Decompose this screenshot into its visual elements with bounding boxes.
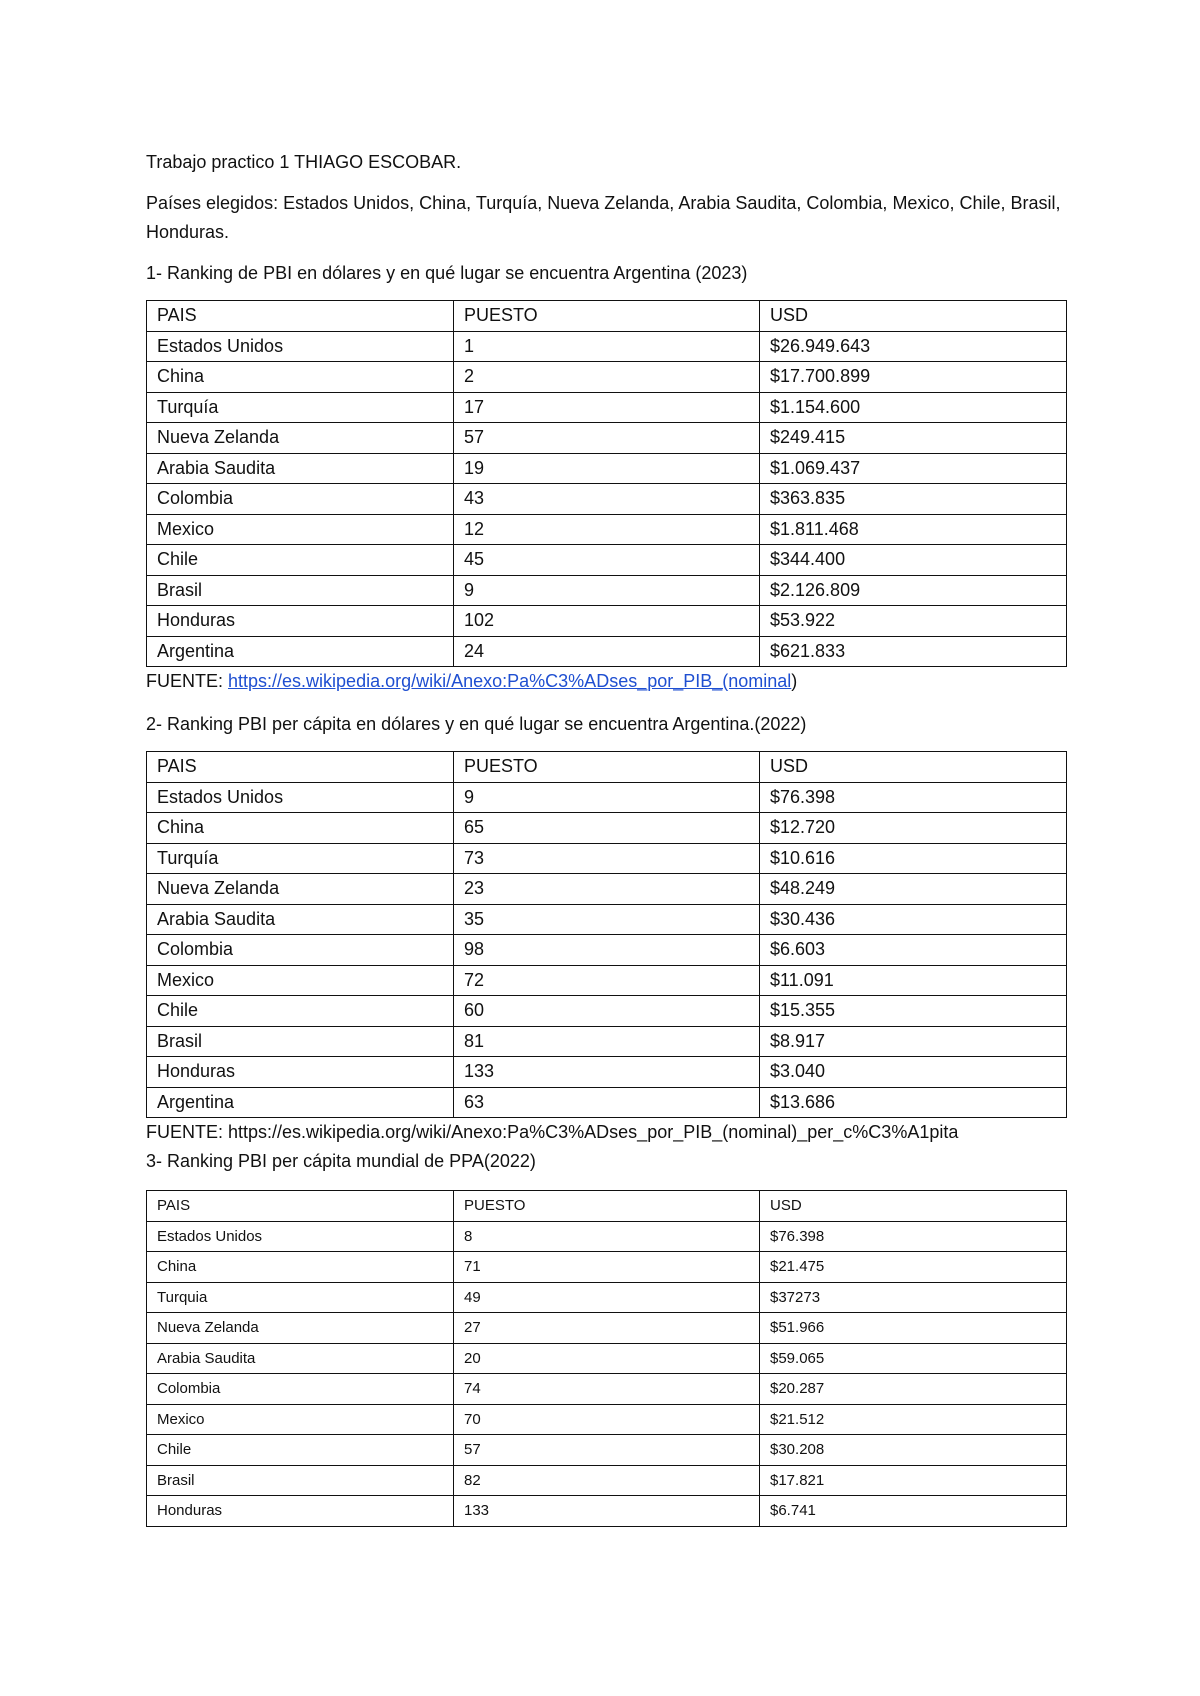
rank-cell: 71 — [454, 1252, 760, 1283]
rank-cell: 9 — [454, 575, 760, 606]
table-row — [147, 1026, 1067, 1057]
table-row — [147, 843, 1067, 874]
rank-cell: 70 — [454, 1404, 760, 1435]
source-link[interactable]: https://es.wikipedia.org/wiki/Anexo:Pa%C3%ADses_por_PIB_(nominal — [228, 671, 792, 691]
usd-cell: $59.065 — [760, 1343, 1067, 1374]
country-cell: Mexico — [147, 1404, 454, 1435]
table-row — [147, 484, 1067, 515]
table-row — [147, 1313, 1067, 1344]
usd-cell: $1.811.468 — [760, 514, 1067, 545]
table-row — [147, 1404, 1067, 1435]
table-row — [147, 935, 1067, 966]
country-cell: Honduras — [147, 606, 454, 637]
usd-cell: $17.821 — [760, 1465, 1067, 1496]
country-cell: Turquía — [147, 392, 454, 423]
column-header: PUESTO — [454, 301, 760, 332]
table-row — [147, 1221, 1067, 1252]
table-row — [147, 1252, 1067, 1283]
country-cell: Brasil — [147, 1026, 454, 1057]
rank-cell: 102 — [454, 606, 760, 637]
rank-cell: 133 — [454, 1496, 760, 1527]
table-row — [147, 1282, 1067, 1313]
document-page — [146, 148, 1066, 1527]
country-cell: Arabia Saudita — [147, 453, 454, 484]
usd-cell: $48.249 — [760, 874, 1067, 905]
table-row — [147, 904, 1067, 935]
country-cell: Colombia — [147, 1374, 454, 1405]
country-cell: Honduras — [147, 1057, 454, 1088]
rank-cell: 57 — [454, 1435, 760, 1466]
usd-cell: $13.686 — [760, 1087, 1067, 1118]
column-header: USD — [760, 301, 1067, 332]
table-row — [147, 514, 1067, 545]
usd-cell: $1.069.437 — [760, 453, 1067, 484]
table-row — [147, 1343, 1067, 1374]
table-row — [147, 782, 1067, 813]
section2-source: FUENTE: https://es.wikipedia.org/wiki/Anexo:Pa%C3%ADses_por_PIB_(nominal)_per_c%C3%A1pita — [146, 1122, 959, 1142]
table-row — [147, 1374, 1067, 1405]
rank-cell: 60 — [454, 996, 760, 1027]
table-row — [147, 996, 1067, 1027]
country-cell: Estados Unidos — [147, 331, 454, 362]
country-cell: Estados Unidos — [147, 1221, 454, 1252]
table-row — [147, 362, 1067, 393]
source-label: FUENTE: — [146, 671, 229, 691]
gdp-ranking-table — [146, 300, 1067, 667]
country-cell: Arabia Saudita — [147, 904, 454, 935]
rank-cell: 63 — [454, 1087, 760, 1118]
usd-cell: $621.833 — [760, 636, 1067, 667]
usd-cell: $344.400 — [760, 545, 1067, 576]
section3-heading: 3- Ranking PBI per cápita mundial de PPA(2022) — [146, 1151, 536, 1171]
rank-cell: 12 — [454, 514, 760, 545]
rank-cell: 82 — [454, 1465, 760, 1496]
country-cell: Turquia — [147, 1282, 454, 1313]
table-row — [147, 874, 1067, 905]
country-cell: Brasil — [147, 1465, 454, 1496]
rank-cell: 57 — [454, 423, 760, 454]
usd-cell: $8.917 — [760, 1026, 1067, 1057]
rank-cell: 74 — [454, 1374, 760, 1405]
usd-cell: $363.835 — [760, 484, 1067, 515]
country-cell: Nueva Zelanda — [147, 874, 454, 905]
usd-cell: $6.741 — [760, 1496, 1067, 1527]
column-header: PAIS — [147, 752, 454, 783]
table-row — [147, 636, 1067, 667]
usd-cell: $30.436 — [760, 904, 1067, 935]
rank-cell: 65 — [454, 813, 760, 844]
usd-cell: $3.040 — [760, 1057, 1067, 1088]
rank-cell: 73 — [454, 843, 760, 874]
country-cell: Mexico — [147, 514, 454, 545]
rank-cell: 49 — [454, 1282, 760, 1313]
usd-cell: $12.720 — [760, 813, 1067, 844]
section2-heading: 2- Ranking PBI per cápita en dólares y en qué lugar se encuentra Argentina.(2022) — [146, 714, 807, 734]
usd-cell: $53.922 — [760, 606, 1067, 637]
usd-cell: $15.355 — [760, 996, 1067, 1027]
table-row — [147, 1087, 1067, 1118]
column-header: USD — [760, 1191, 1067, 1222]
rank-cell: 35 — [454, 904, 760, 935]
rank-cell: 19 — [454, 453, 760, 484]
country-cell: Brasil — [147, 575, 454, 606]
rank-cell: 27 — [454, 1313, 760, 1344]
rank-cell: 20 — [454, 1343, 760, 1374]
usd-cell: $21.475 — [760, 1252, 1067, 1283]
usd-cell: $20.287 — [760, 1374, 1067, 1405]
country-cell: Estados Unidos — [147, 782, 454, 813]
country-cell: China — [147, 1252, 454, 1283]
country-cell: Colombia — [147, 484, 454, 515]
table-row — [147, 965, 1067, 996]
document-title: Trabajo practico 1 THIAGO ESCOBAR. — [146, 152, 462, 172]
usd-cell: $6.603 — [760, 935, 1067, 966]
section1-heading: 1- Ranking de PBI en dólares y en qué lugar se encuentra Argentina (2023) — [146, 263, 748, 283]
usd-cell: $37273 — [760, 1282, 1067, 1313]
column-header: USD — [760, 752, 1067, 783]
column-header: PUESTO — [454, 752, 760, 783]
source-suffix: ) — [791, 671, 798, 691]
rank-cell: 98 — [454, 935, 760, 966]
table-header-row — [147, 301, 1067, 332]
table-row — [147, 1496, 1067, 1527]
rank-cell: 45 — [454, 545, 760, 576]
rank-cell: 17 — [454, 392, 760, 423]
country-cell: Chile — [147, 996, 454, 1027]
table-row — [147, 423, 1067, 454]
rank-cell: 1 — [454, 331, 760, 362]
table-header-row — [147, 1191, 1067, 1222]
chosen-countries-paragraph: Países elegidos: Estados Unidos, China, Turquía, Nueva Zelanda, Arabia Saudita, Colombia, Mexico, Chile, Brasil, Honduras. — [146, 193, 1061, 242]
country-cell: Chile — [147, 1435, 454, 1466]
usd-cell: $11.091 — [760, 965, 1067, 996]
country-cell: Nueva Zelanda — [147, 1313, 454, 1344]
country-cell: China — [147, 362, 454, 393]
usd-cell: $1.154.600 — [760, 392, 1067, 423]
usd-cell: $249.415 — [760, 423, 1067, 454]
table-row — [147, 545, 1067, 576]
table-row — [147, 453, 1067, 484]
country-cell: Argentina — [147, 636, 454, 667]
rank-cell: 9 — [454, 782, 760, 813]
column-header: PAIS — [147, 1191, 454, 1222]
table-row — [147, 331, 1067, 362]
usd-cell: $26.949.643 — [760, 331, 1067, 362]
table-header-row — [147, 752, 1067, 783]
table-row — [147, 575, 1067, 606]
usd-cell: $2.126.809 — [760, 575, 1067, 606]
country-cell: Arabia Saudita — [147, 1343, 454, 1374]
usd-cell: $76.398 — [760, 1221, 1067, 1252]
country-cell: Nueva Zelanda — [147, 423, 454, 454]
rank-cell: 133 — [454, 1057, 760, 1088]
rank-cell: 8 — [454, 1221, 760, 1252]
table-row — [147, 1057, 1067, 1088]
rank-cell: 43 — [454, 484, 760, 515]
usd-cell: $21.512 — [760, 1404, 1067, 1435]
rank-cell: 72 — [454, 965, 760, 996]
rank-cell: 23 — [454, 874, 760, 905]
gdp-ppp-table — [146, 1190, 1067, 1527]
usd-cell: $30.208 — [760, 1435, 1067, 1466]
table-row — [147, 606, 1067, 637]
column-header: PAIS — [147, 301, 454, 332]
table-row — [147, 813, 1067, 844]
rank-cell: 81 — [454, 1026, 760, 1057]
column-header: PUESTO — [454, 1191, 760, 1222]
gdp-per-capita-table — [146, 751, 1067, 1118]
usd-cell: $76.398 — [760, 782, 1067, 813]
country-cell: Chile — [147, 545, 454, 576]
table-row — [147, 392, 1067, 423]
country-cell: Argentina — [147, 1087, 454, 1118]
country-cell: Turquía — [147, 843, 454, 874]
country-cell: Honduras — [147, 1496, 454, 1527]
rank-cell: 2 — [454, 362, 760, 393]
usd-cell: $17.700.899 — [760, 362, 1067, 393]
table-row — [147, 1435, 1067, 1466]
usd-cell: $10.616 — [760, 843, 1067, 874]
country-cell: China — [147, 813, 454, 844]
country-cell: Colombia — [147, 935, 454, 966]
rank-cell: 24 — [454, 636, 760, 667]
usd-cell: $51.966 — [760, 1313, 1067, 1344]
table-row — [147, 1465, 1067, 1496]
country-cell: Mexico — [147, 965, 454, 996]
section1-source — [146, 667, 1066, 696]
